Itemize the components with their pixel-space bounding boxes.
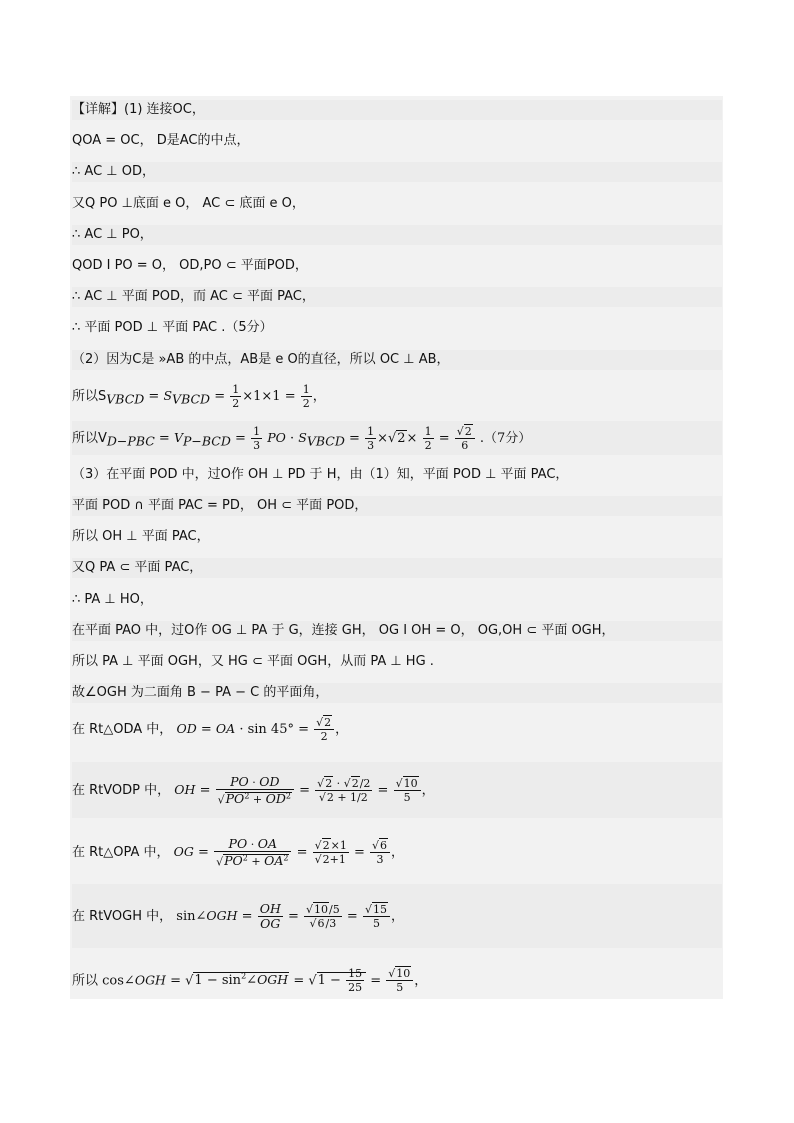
line-6: QOD I PO = O， OD,PO ⊂ 平面POD，: [72, 258, 308, 273]
line-11: 所以$V_{D-PBC} = V_{P-BCD}$ = $\frac{1}{3}$ PO · $S_{VBCD}$ = $\frac{1}{3}$ ×√2× $\frac{1}{2}$ = $\frac{√2}{6}$ .（7分）: [72, 421, 722, 455]
line-23: 在 RtVOGH 中， sin∠OGH = $\frac{OH}{OG}$ = $\frac{√10/5}{√6/3}$ = $\frac{√15}{5}$ ，: [72, 884, 722, 948]
line-10: 所以$S_{VBCD} = S_{VBCD}$ = $\frac{1}{2}$ ×1×1 = $\frac{1}{2}$ ，: [72, 383, 326, 410]
line-20: 在 Rt△ODA 中， OD = OA · sin 45° = $\frac{√2}{2}$ ，: [72, 716, 349, 743]
line-8: ∴ 平面 POD ⊥ 平面 PAC .（5分）: [72, 320, 273, 335]
line-7: ∴ AC ⊥ 平面 POD，而 AC ⊂ 平面 PAC，: [72, 287, 722, 307]
line-18: 所以 PA ⊥ 平面 OGH，又 HG ⊂ 平面 OGH，从而 PA ⊥ HG .: [72, 654, 434, 669]
line-9: （2）因为C是 »AB 的中点，AB是 e O的直径，所以 OC ⊥ AB，: [72, 350, 722, 370]
line-19: 故∠OGH 为二面角 B − PA − C 的平面角，: [72, 683, 722, 703]
line-12: （3）在平面 POD 中，过O作 OH ⊥ PD 于 H，由（1）知，平面 POD ⊥ 平面 PAC，: [72, 467, 569, 482]
line-1: 【详解】(1) 连接OC，: [72, 100, 722, 120]
line-5: ∴ AC ⊥ PO，: [72, 225, 722, 245]
line-15: 又Q PA ⊂ 平面 PAC，: [72, 558, 722, 578]
line-2: QOA = OC， D是AC的中点，: [72, 133, 250, 148]
line-22: 在 Rt△OPA 中， OG = $\frac{PO \cdot OA}{√PO^2 + OA^2}$ = $\frac{√2\times 1}{√2+1}$ = $\frac{√6}{3}$ ，: [72, 835, 405, 869]
line-3: ∴ AC ⊥ OD，: [72, 162, 722, 182]
line-14: 所以 OH ⊥ 平面 PAC，: [72, 529, 210, 544]
line-24: 所以 cos∠OGH = $√1 - \sin^2\angle OGH = √1$ − $\frac{15}{25}$ = $\frac{√10}{5}$ ，: [72, 967, 428, 995]
line-13: 平面 POD ∩ 平面 PAC = PD， OH ⊂ 平面 POD，: [72, 496, 722, 516]
line-17: 在平面 PAO 中，过O作 OG ⊥ PA 于 G，连接 GH， OG I OH = O， OG,OH ⊂ 平面 OGH，: [72, 621, 722, 641]
line-21: 在 RtVODP 中， OH = $\frac{PO \cdot OD}{√PO^2 + OD^2}$ = $\frac{√2 \cdot √2/2}{√2 + 1/2}$ = $\frac{√10}{5}$ ，: [72, 762, 722, 818]
line-16: ∴ PA ⊥ HO，: [72, 592, 153, 607]
line-4: 又Q PO ⊥底面 e O， AC ⊂ 底面 e O，: [72, 196, 305, 211]
